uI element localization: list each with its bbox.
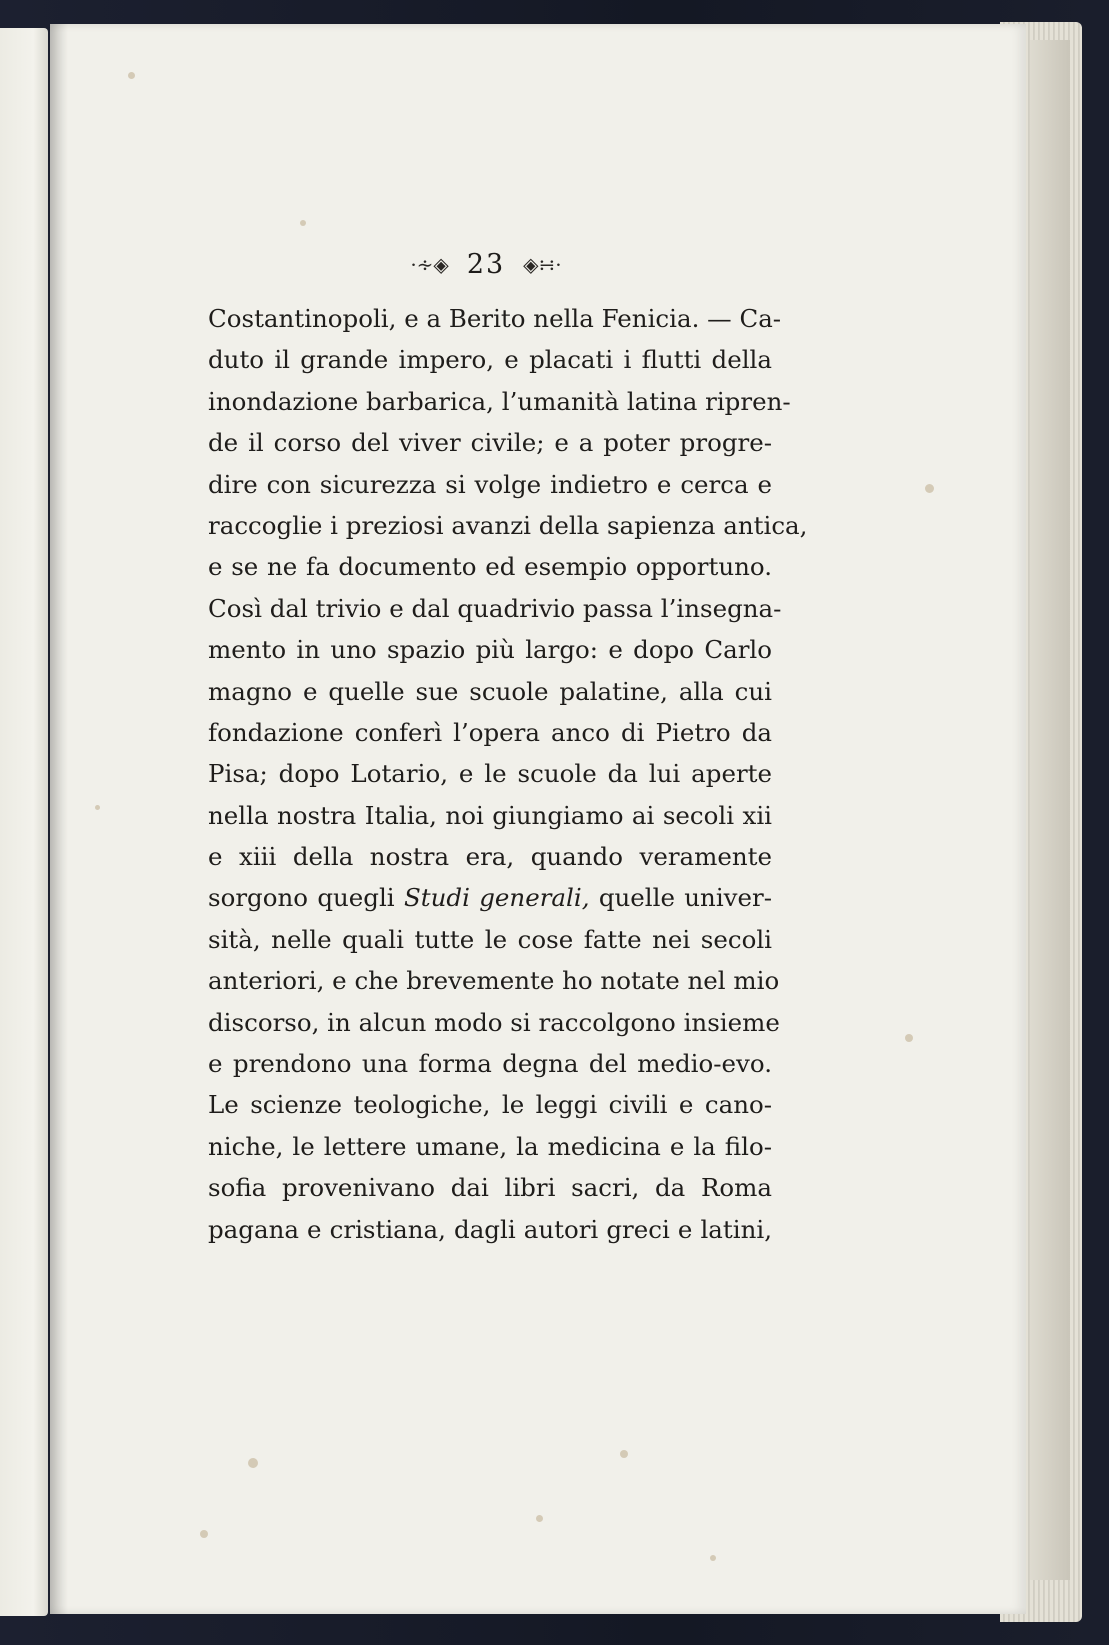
text-line: pagana e cristiana, dagli autori greci e latini, (208, 1214, 772, 1244)
text-line: Le scienze teologiche, le leggi civili e cano- (208, 1090, 772, 1120)
foxing-speck (925, 484, 934, 493)
text-line: niche, le lettere umane, la medicina e la filo- (208, 1131, 772, 1161)
text-line: e prendono una forma degna del medio-evo. (208, 1049, 772, 1079)
foxing-speck (248, 1458, 258, 1468)
text-line: e se ne fa documento ed esempio opportuno. (208, 552, 772, 582)
foxing-speck (200, 1530, 208, 1538)
text-line: sofia provenivano dai libri sacri, da Roma (208, 1173, 772, 1203)
text-line (208, 877, 772, 918)
text-line: magno e quelle sue scuole palatine, alla cui (208, 676, 772, 706)
body-text (208, 298, 808, 1250)
text-line: discorso, in alcun modo si raccolgono insieme (208, 1007, 780, 1037)
text-line: raccoglie i preziosi avanzi della sapienza antica, (208, 510, 808, 540)
foxing-speck (128, 72, 135, 79)
text-line: anteriori, e che brevemente ho notate nel mio (208, 966, 780, 996)
previous-page-edge (0, 28, 48, 1616)
ornament-left-icon: ·∻◈ (410, 252, 449, 277)
gutter-shadow (50, 24, 68, 1614)
italic-term: Studi generali, (403, 883, 590, 913)
text-line: nella nostra Italia, noi giungiamo ai secoli xii (208, 800, 772, 830)
foxing-speck (300, 220, 306, 226)
foxing-speck (536, 1515, 543, 1522)
text-line: mento in uno spazio più largo: e dopo Carlo (208, 635, 772, 665)
ornament-right-icon: ◈∺· (523, 252, 562, 277)
text-line: sità, nelle quali tutte le cose fatte nei secoli (208, 924, 772, 954)
text-line: fondazione conferì l’opera anco di Pietro da (208, 717, 772, 747)
text-segment: quelle univer- (589, 883, 772, 913)
text-line: Così dal trivio e dal quadrivio passa l’insegna- (208, 593, 782, 623)
page-number: 23 (466, 249, 506, 280)
page-stack-shadow (1030, 40, 1070, 1580)
text-line: dire con sicurezza si volge indietro e cerca e (208, 469, 772, 499)
text-line: inondazione barbarica, l’umanità latina ripren- (208, 386, 791, 416)
text-line: e xiii della nostra era, quando veramente (208, 842, 772, 872)
text-line: de il corso del viver civile; e a poter progre- (208, 428, 772, 458)
foxing-speck (95, 805, 100, 810)
page-header (200, 248, 772, 280)
text-segment: sorgono quegli (208, 883, 404, 913)
foxing-speck (710, 1555, 716, 1561)
foxing-speck (905, 1034, 913, 1042)
text-line: duto il grande impero, e placati i flutti della (208, 345, 772, 375)
text-line: Costantinopoli, e a Berito nella Fenicia. — Ca- (208, 304, 782, 333)
foxing-speck (620, 1450, 628, 1458)
text-line: Pisa; dopo Lotario, e le scuole da lui aperte (208, 759, 772, 789)
